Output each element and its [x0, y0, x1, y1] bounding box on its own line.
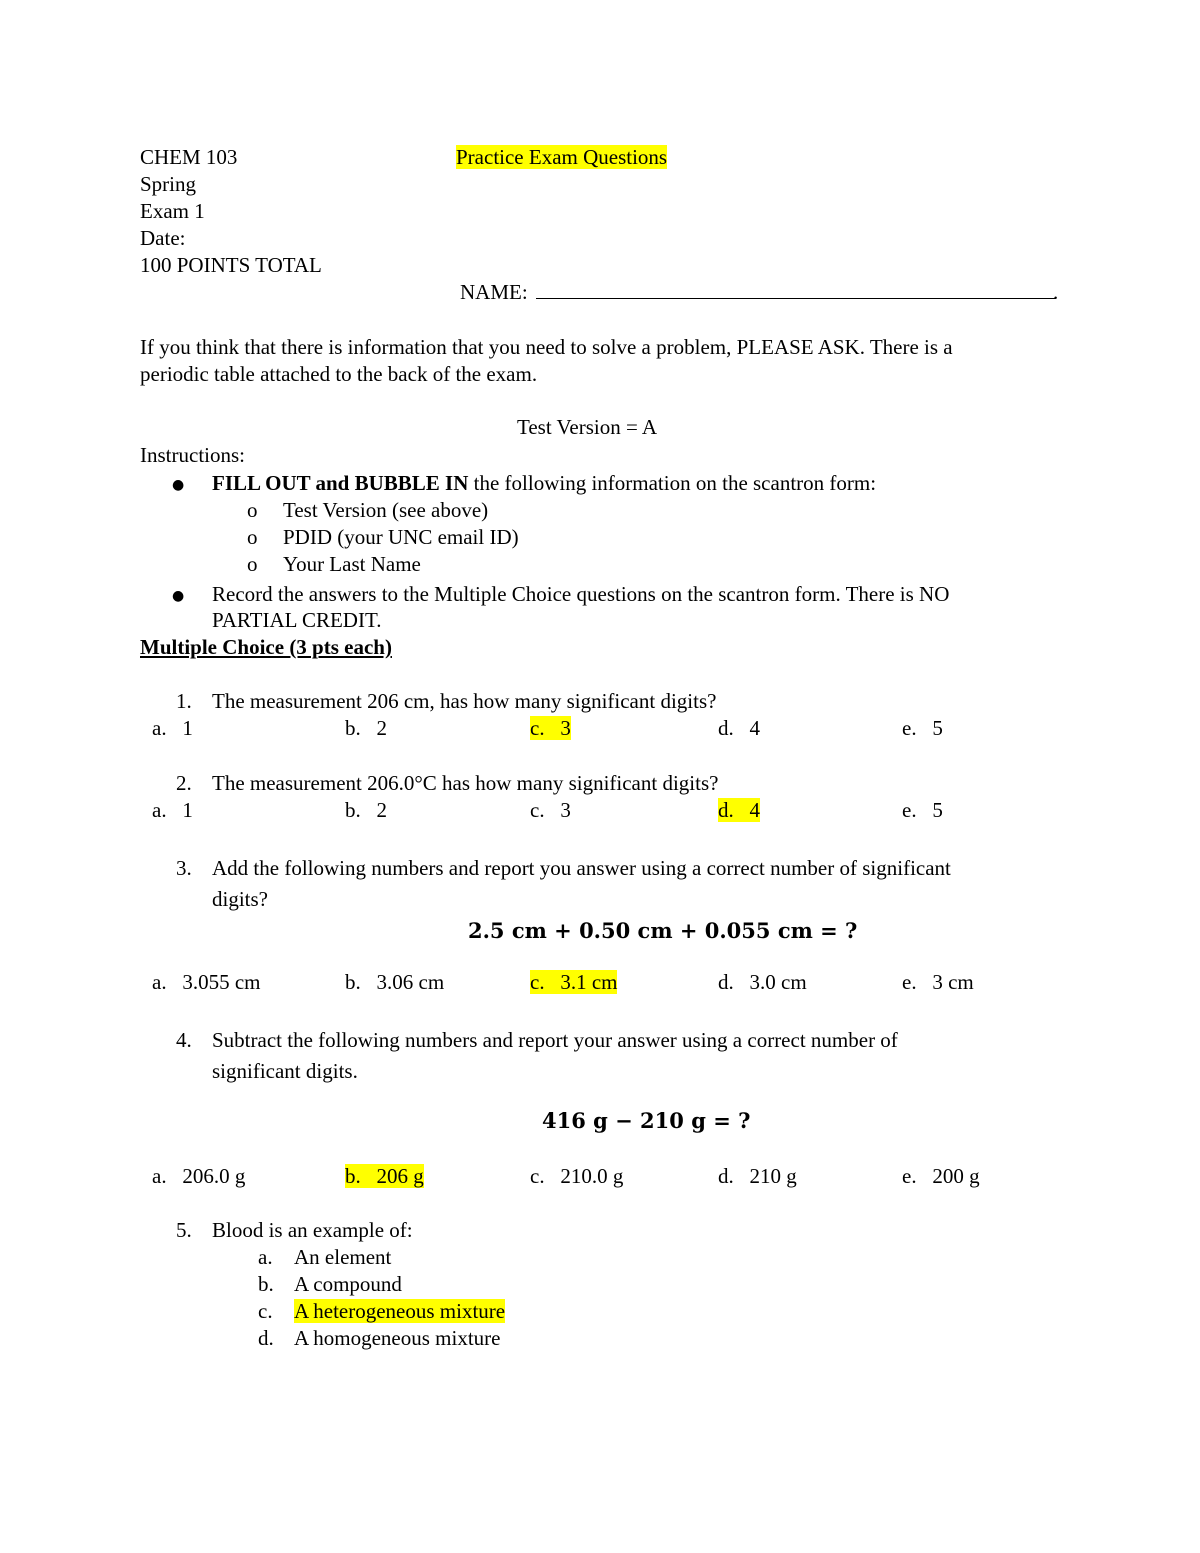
choice-correct: b. 206 g	[345, 1164, 424, 1188]
question-number: 5.	[176, 1218, 192, 1242]
sub-item: PDID (your UNC email ID)	[283, 525, 519, 549]
choice: c. 3	[530, 798, 571, 822]
question-text: Blood is an example of:	[212, 1218, 413, 1242]
choice-letter: b.	[258, 1272, 274, 1296]
question-text-line-2: digits?	[212, 887, 268, 911]
section-heading: Multiple Choice (3 pts each)	[140, 635, 392, 659]
hollow-circle-bullet-icon: o	[247, 552, 258, 576]
choice-correct: A heterogeneous mixture	[294, 1299, 506, 1323]
name-field-end: .	[1053, 280, 1059, 304]
sub-item: Your Last Name	[283, 552, 421, 576]
choice: a. 1	[152, 716, 193, 740]
choice: e. 5	[902, 716, 943, 740]
test-version: Test Version = A	[517, 415, 658, 439]
filled-circle-bullet-icon: ●	[172, 477, 185, 493]
choice: A homogeneous mixture	[294, 1326, 501, 1350]
doc-title-text: Practice Exam Questions	[456, 145, 668, 169]
exam-label: Exam 1	[140, 199, 205, 223]
choice-letter: c.	[258, 1299, 273, 1323]
intro-line-1: If you think that there is information that you need to solve a problem, PLEASE ASK. There is a	[140, 335, 953, 359]
instruction-bullet-2-line-2: PARTIAL CREDIT.	[212, 608, 382, 632]
choice: a. 206.0 g	[152, 1164, 246, 1188]
question-number: 1.	[176, 689, 192, 713]
instruction-bullet-2-line-1: Record the answers to the Multiple Choice questions on the scantron form. There is NO	[212, 582, 950, 606]
instructions-label: Instructions:	[140, 443, 245, 467]
choice: d. 210 g	[718, 1164, 797, 1188]
choice-correct: d. 4	[718, 798, 760, 822]
instruction-bullet-1	[212, 470, 876, 496]
choice: a. 1	[152, 798, 193, 822]
choice: d. 3.0 cm	[718, 970, 807, 994]
choice: e. 200 g	[902, 1164, 980, 1188]
question-text-line-1: Add the following numbers and report you answer using a correct number of significant	[212, 856, 951, 880]
question-text-line-2: significant digits.	[212, 1059, 358, 1083]
term: Spring	[140, 172, 197, 196]
equation: 2.5 cm + 0.50 cm + 0.055 cm = ?	[468, 918, 858, 943]
choice: b. 2	[345, 798, 387, 822]
name-field-line	[536, 298, 1056, 299]
hollow-circle-bullet-icon: o	[247, 498, 258, 522]
choice: b. 2	[345, 716, 387, 740]
points-total: 100 POINTS TOTAL	[140, 253, 322, 277]
instruction-bullet-1-rest: the following information on the scantron form:	[468, 471, 877, 495]
choice: e. 5	[902, 798, 943, 822]
filled-circle-bullet-icon: ●	[172, 588, 185, 604]
choice: b. 3.06 cm	[345, 970, 445, 994]
choice: A compound	[294, 1272, 402, 1296]
choice: e. 3 cm	[902, 970, 974, 994]
question-text: The measurement 206 cm, has how many significant digits?	[212, 689, 717, 713]
intro-line-2: periodic table attached to the back of the exam.	[140, 362, 538, 386]
choice-correct: c. 3	[530, 716, 571, 740]
doc-title	[456, 144, 667, 170]
choice-letter: d.	[258, 1326, 274, 1350]
date-label: Date:	[140, 226, 186, 250]
course-code: CHEM 103	[140, 145, 238, 169]
instruction-bullet-1-bold: FILL OUT and BUBBLE IN	[212, 471, 469, 495]
choice-correct: c. 3.1 cm	[530, 970, 618, 994]
question-number: 4.	[176, 1028, 192, 1052]
question-text-line-1: Subtract the following numbers and report your answer using a correct number of	[212, 1028, 898, 1052]
sub-item: Test Version (see above)	[283, 498, 489, 522]
choice: a. 3.055 cm	[152, 970, 261, 994]
name-label: NAME:	[460, 280, 528, 304]
hollow-circle-bullet-icon: o	[247, 525, 258, 549]
choice-letter: a.	[258, 1245, 273, 1269]
question-number: 3.	[176, 856, 192, 880]
equation: 416 g − 210 g = ?	[542, 1108, 751, 1133]
question-number: 2.	[176, 771, 192, 795]
choice: d. 4	[718, 716, 760, 740]
question-text: The measurement 206.0°C has how many significant digits?	[212, 771, 719, 795]
choice: c. 210.0 g	[530, 1164, 624, 1188]
choice: An element	[294, 1245, 392, 1269]
